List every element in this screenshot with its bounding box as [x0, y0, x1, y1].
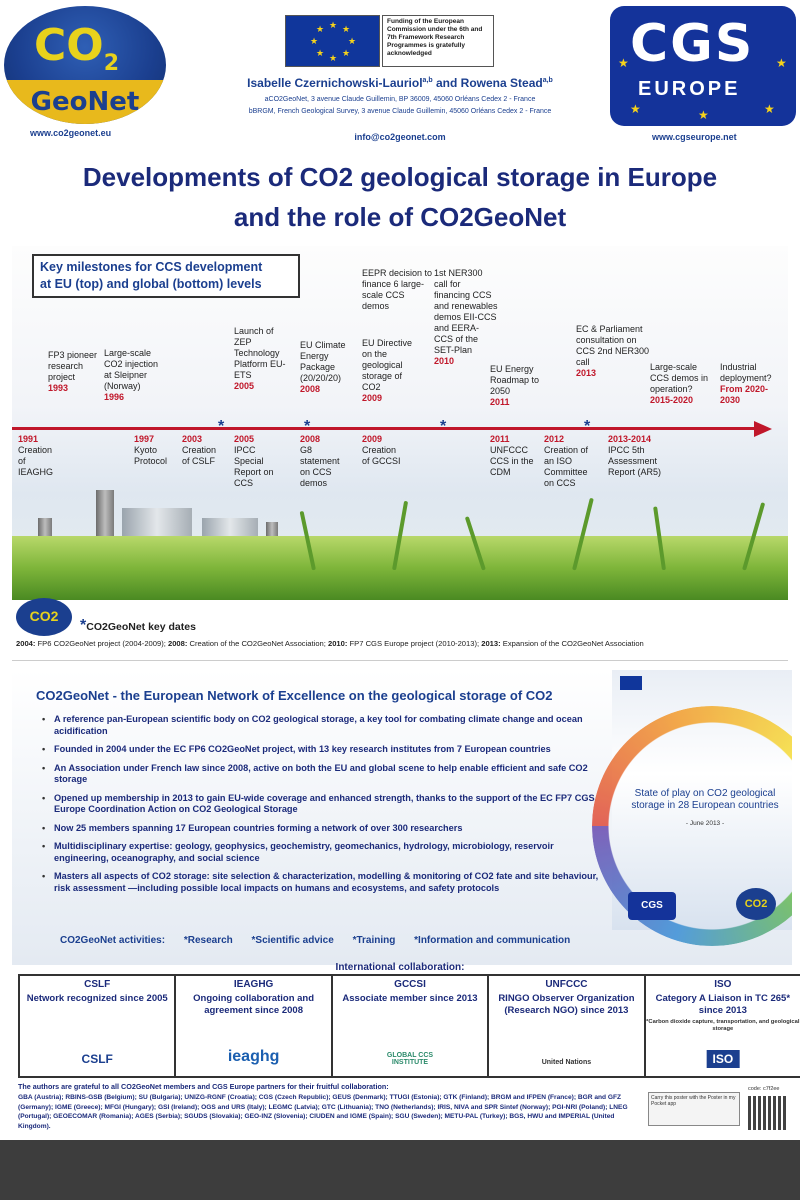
network-bullets	[42, 714, 602, 901]
cslf-logo: CSLF	[81, 1052, 113, 1066]
international-collaboration-row	[18, 974, 800, 1078]
gccsi-logo: GLOBAL CCS INSTITUTE	[386, 1052, 434, 1066]
top-event-2008: EU Climate Energy Package (20/20/20) 2008	[300, 340, 346, 394]
eu-flag-icon: ★ ★ ★ ★ ★ ★ ★ ★	[285, 15, 380, 67]
partner-list: GBA (Austria); RBINS-GSB (Belgium); SU (Bulgaria); UNIZG-RGNF (Croatia); CGS (Czech Republic); GEUS (Denmark); TTUGI (Estonia); GTK (Finland); BRGM and IFPEN (France); BGR and GFZ (Germany); IGME (Greece); MFGI (Hungary); GSI (Ireland); OGS and URS (Italy); LEGMC (Latvia); GTC (Lithuania); TNO (Netherlands); IRIS, NIVA and SPR Sintef (Norway); PGI-NRI (Poland); LNEG (Portugal); GEOECOMAR (Romania); AGES (Serbia); SGUDS (Slovakia); GEO-INZ (Slovenia); CIUDEN and IGME (Spain); SGU (Sweden); METU-PAL (Turkey); BGS, HWU and IMPERIAL (United Kingdom).	[18, 1094, 628, 1130]
co2geonet-small-logo: CO2	[736, 888, 776, 920]
timeline-arrow	[12, 427, 757, 430]
top-event-2010: 1st NER300 call for financing CCS and renewables demos EII-CCS and EERA-CCS of the SET-Plan 2010	[434, 268, 498, 366]
poster-title-line-1: Developments of CO2 geological storage in Europe	[82, 162, 718, 192]
cgs-europe-logo[interactable]: ★ ★ ★ ★ ★ CGS EUROPE	[610, 6, 796, 126]
logo-cgs-text: CGS	[630, 14, 755, 74]
list-item: • Masters all aspects of CO2 storage: site selection & characterization, modelling & monitoring of CO2 fate and site behaviour, risk assessment —including possible local impacts on humans and ecosystems, and safety protocols	[42, 871, 602, 894]
funding-notice: Funding of the European Commission under the 6th and 7th Framework Research Programmes is gratefully acknowledged	[382, 15, 494, 67]
timeline-heading-line-1: Key milestones for CCS development	[40, 260, 263, 274]
key-dates-title: *CO2GeoNet key dates	[80, 617, 196, 634]
report-date: - June 2013 -	[685, 820, 725, 827]
collab-name: ISO	[714, 979, 732, 990]
activity-scientific-advice: *Scientific advice	[251, 935, 334, 946]
bottom-event-2011: 2011 UNFCCC CCS in the CDM	[490, 434, 534, 477]
collab-desc: Network recognized since 2005	[26, 993, 168, 1004]
top-event-2020-2030: Industrial deployment? From 2020-2030	[720, 362, 772, 405]
collab-desc: RINGO Observer Organization (Research NGO) since 2013	[498, 993, 635, 1016]
contact-email[interactable]: info@co2geonet.com	[354, 132, 446, 142]
asterisk-2013-icon: *	[584, 418, 591, 435]
collab-iso	[644, 974, 800, 1078]
logo-co2-text: $CO_2$	[34, 20, 120, 76]
eu-flag-icon	[620, 676, 642, 690]
activity-information: *Information and communication	[414, 935, 571, 946]
list-item: • Opened up membership in 2013 to gain EU-wide coverage and enhanced strength, thanks to the support of the EC FP7 CGS Europe Coordination Action on CO2 Geological Storage	[42, 793, 602, 816]
unfccc-logo: United Nations	[541, 1059, 592, 1066]
top-event-eepr: EEPR decision to finance 6 large-scale CCS demos	[362, 268, 433, 311]
authors: Isabelle Czernichowski-Lauriol$^{a,b}$ and Rowena Stead$^{a,b}$	[247, 76, 553, 90]
timeline-heading-line-2: at EU (top) and global (bottom) levels	[40, 277, 262, 291]
poster-in-pocket-badge[interactable]: Carry this poster with the Poster in my Pocket app	[648, 1092, 740, 1126]
collab-name: IEAGHG	[233, 979, 274, 990]
co2geonet-url[interactable]: www.co2geonet.eu	[30, 128, 112, 138]
top-event-2009: EU Directive on the geological storage of CO2 2009	[362, 338, 413, 403]
timeline-arrowhead-icon	[754, 421, 772, 437]
bottom-event-1997: 1997 Kyoto Protocol	[134, 434, 168, 466]
activity-research: *Research	[183, 935, 233, 946]
top-event-2015-2020: Large-scale CCS demos in operation? 2015-2020	[650, 362, 709, 405]
bottom-event-2009: 2009 Creation of GCCSI	[362, 434, 401, 466]
divider	[12, 660, 788, 661]
collab-name: GCCSI	[394, 979, 426, 990]
collab-ieaghg	[174, 974, 332, 1078]
milestones-timeline	[12, 246, 788, 600]
key-dates-list: 2004: FP6 CO2GeoNet project (2004-2009); 2008: Creation of the CO2GeoNet Association; 2010: FP7 CGS Europe project (2010-2013); 2013: Expansion of the CO2GeoNet Association	[16, 639, 644, 648]
collab-cslf	[18, 974, 176, 1078]
collab-name: UNFCCC	[545, 979, 588, 990]
cgseurope-url[interactable]: www.cgseurope.net	[652, 132, 737, 142]
qr-code-label: code: c7f2ee	[748, 1086, 780, 1092]
iso-logo: ISO	[706, 1050, 739, 1068]
bottom-event-2013-2014: 2013-2014 IPCC 5th Assessment Report (AR5)	[608, 434, 662, 477]
bottom-event-1991: 1991 Creation of IEAGHG	[18, 434, 54, 477]
activities-line	[60, 935, 586, 946]
asterisk-2010-icon: *	[440, 418, 447, 435]
network-panel	[12, 670, 792, 965]
international-collaboration-title: International collaboration:	[335, 962, 465, 973]
affiliation-a: aCO2GeoNet, 3 avenue Claude Guillemin, BP 36009, 45060 Orléans Cedex 2 - France	[264, 96, 536, 103]
list-item: • Multidisciplinary expertise: geology, geophysics, geochemistry, geomechanics, hydrology, microbiology, reservoir engineering, oceanography, and social science	[42, 841, 602, 864]
asterisk-2008-icon: *	[304, 418, 311, 435]
bottom-bar	[0, 1140, 800, 1200]
state-of-play-report-cover[interactable]	[612, 670, 792, 930]
collab-unfccc	[487, 974, 645, 1078]
logo-geonet-text: GeoNet	[4, 80, 166, 124]
top-event-2013: EC & Parliament consultation on CCS 2nd NER300 call 2013	[576, 324, 650, 378]
logo-europe-text: EUROPE	[638, 78, 741, 100]
bottom-event-2008: 2008 G8 statement on CCS demos	[300, 434, 340, 488]
top-event-1993: FP3 pioneer research project 1993	[48, 350, 98, 393]
collab-desc: Ongoing collaboration and agreement since 2008	[193, 993, 315, 1016]
timeline-heading	[32, 254, 300, 298]
collab-gccsi	[331, 974, 489, 1078]
ieaghg-logo: ieaghg	[227, 1048, 280, 1065]
affiliation-b: bBRGM, French Geological Survey, 3 avenue Claude Guillemin, 45060 Orléans Cedex 2 - France	[248, 108, 552, 115]
report-title: State of play on CO2 geological storage in 28 European countries	[631, 788, 779, 811]
poster-title-line-2: and the role of CO2GeoNet	[233, 202, 567, 232]
top-event-2011: EU Energy Roadmap to 2050 2011	[490, 364, 540, 407]
top-event-1996: Large-scale CO2 injection at Sleipner (Norway) 1996	[104, 348, 159, 402]
collab-desc: Associate member since 2013	[342, 993, 478, 1004]
list-item: • Founded in 2004 under the EC FP6 CO2GeoNet project, with 13 key research institutes from 7 European countries	[42, 744, 602, 756]
collab-desc: Category A Liaison in TC 265* since 2013	[655, 993, 791, 1016]
bottom-event-2005: 2005 IPCC Special Report on CCS	[234, 434, 274, 488]
network-title: CO2GeoNet - the European Network of Excellence on the geological storage of CO2	[36, 688, 553, 703]
acknowledgement: The authors are grateful to all CO2GeoNet members and CGS Europe partners for their fruitful collaboration:	[18, 1082, 389, 1091]
qr-code-icon[interactable]	[748, 1096, 788, 1130]
bottom-event-2012: 2012 Creation of an ISO Committee on CCS	[544, 434, 589, 488]
co2geonet-small-logo: CO2	[16, 598, 72, 636]
list-item: • A reference pan-European scientific body on CO2 geological storage, a key tool for combating climate change and ocean acidification	[42, 714, 602, 737]
co2geonet-logo[interactable]	[4, 6, 166, 124]
asterisk-2005-icon: *	[218, 418, 225, 435]
list-item: • Now 25 members spanning 17 European countries forming a network of over 300 researchers	[42, 823, 602, 835]
activities-label: CO2GeoNet activities:	[60, 935, 166, 946]
collab-name: CSLF	[84, 979, 111, 990]
bottom-event-2003: 2003 Creation of CSLF	[182, 434, 217, 466]
activity-training: *Training	[352, 935, 396, 946]
list-item: • An Association under French law since 2008, active on both the EU and global scene to help enable efficient and safe CO2 storage	[42, 763, 602, 786]
cgs-europe-small-logo: CGS	[628, 892, 676, 920]
collab-note: *Carbon dioxide capture, transportation, and geological storage	[646, 1019, 800, 1032]
top-event-2005: Launch of ZEP Technology Platform EU-ETS 2005	[234, 326, 286, 391]
